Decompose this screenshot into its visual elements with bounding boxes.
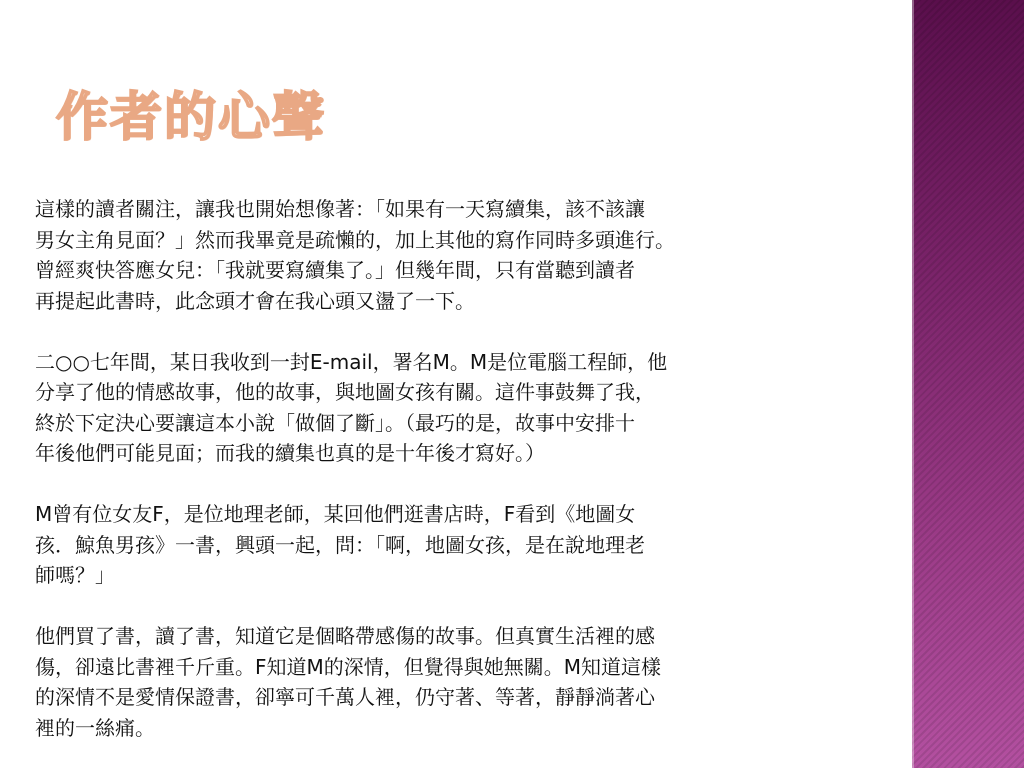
paragraph-2: 二○○七年間，某日我收到一封E-mail，署名M。M是位電腦工程師，他 分享了他的情感故事，他的故事，與地圖女孩有關。這件事鼓舞了我， 終於下定決心要讓這本小說「做個了斷」。（最巧的是，故事中安排十 年後他們可能見面；而我的續集也真的是十年後才寫好。）: [35, 349, 668, 465]
paragraph-1: 這樣的讀者關注，讓我也開始想像著：「如果有一天寫續集，該不該讓 男女主角見面？」然而我畢竟是疏懶的，加上其他的寫作同時多頭進行。 曾經爽快答應女兒：「我就要寫續集了。」但幾年間，只有當聽到讀者 再提起此書時，此念頭才會在我心頭又盪了一下。: [35, 197, 675, 313]
side-bar-texture: [912, 0, 1024, 768]
slide-title: 作者的心聲: [56, 88, 327, 148]
paragraph-4: 他們買了書，讀了書，知道它是個略帶感傷的故事。但真實生活裡的感 傷，卻遠比書裡千斤重。F知道M的深情，但覺得與她無關。M知道這樣 的深情不是愛情保證書，卻寧可千萬人裡，仍守著、等著，靜靜淌著心 裡的一絲痛。: [35, 624, 662, 740]
side-bar-edge: [912, 0, 914, 768]
decorative-side-bar: [912, 0, 1024, 768]
paragraph-3: M曾有位女友F，是位地理老師，某回他們逛書店時，F看到《地圖女 孩．鯨魚男孩》一書，興頭一起，問：「啊，地圖女孩，是在說地理老 師嗎？」: [35, 502, 645, 587]
slide-body: [35, 194, 845, 743]
